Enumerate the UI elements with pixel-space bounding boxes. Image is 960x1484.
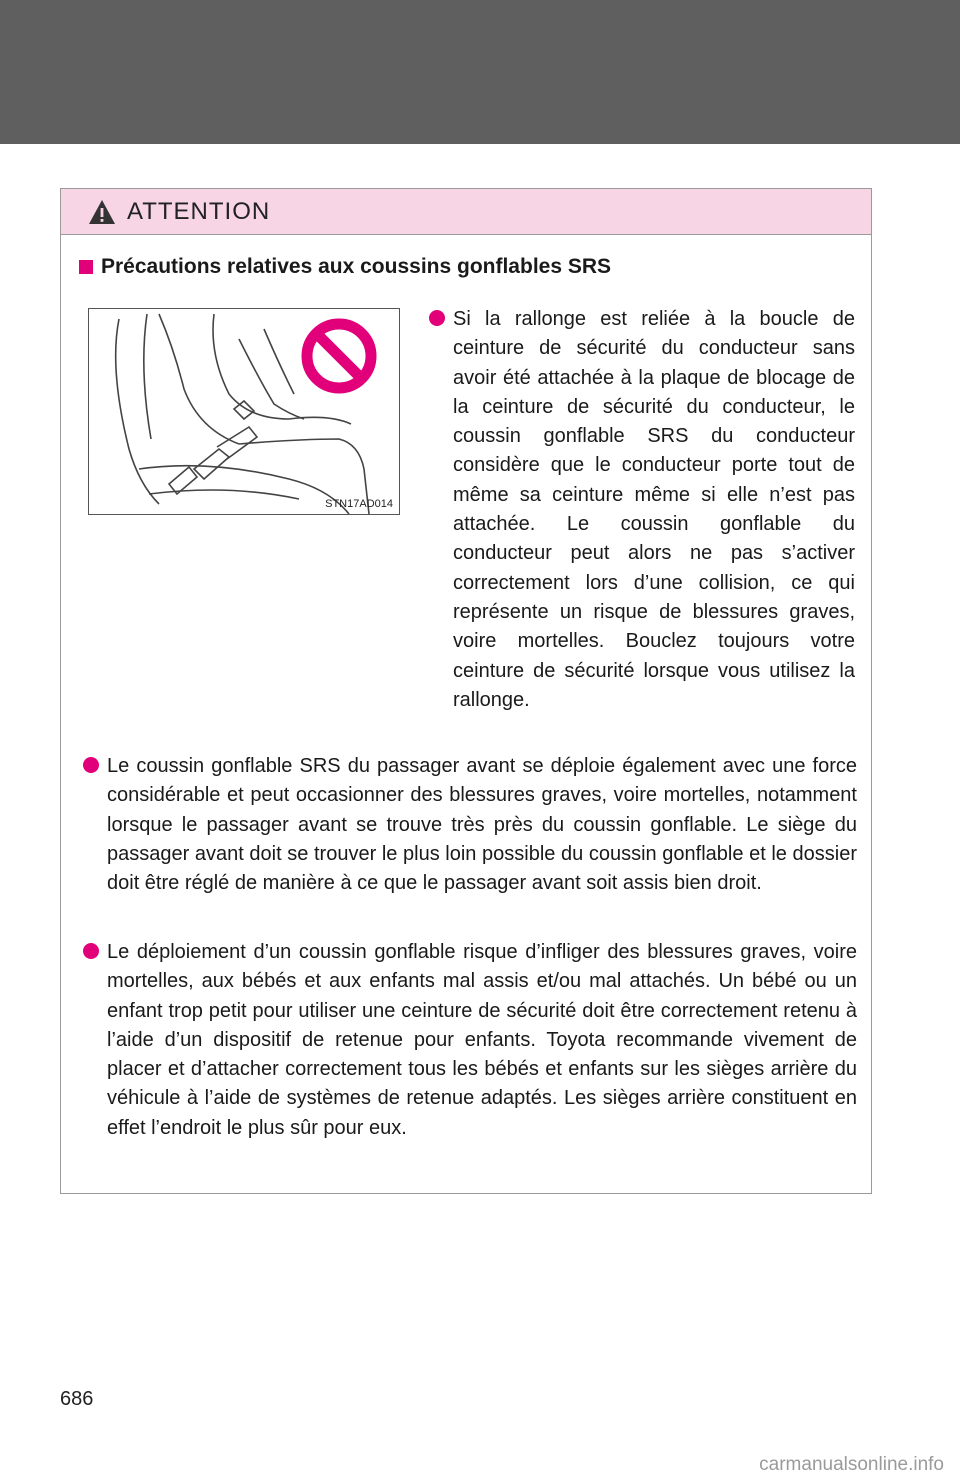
figure-code: STN17AD014 [325, 498, 393, 510]
section-title-text: Précautions relatives aux coussins gonflables SRS [101, 255, 612, 278]
bullet-paragraph-3 [107, 938, 857, 1143]
seatbelt-illustration [88, 308, 400, 515]
warning-triangle-icon [87, 198, 117, 226]
prohibition-icon [307, 324, 371, 388]
round-bullet-icon [83, 757, 99, 773]
bullet-text-2: Le coussin gonflable SRS du passager avant se déploie également avec une force considérable et peut occasionner des blessures graves, voire mortelles, notamment lorsque le passager avant se trouve très près du coussin gonflable. Le siège du passager avant doit se trouver le plus loin possible du coussin gonflable et le dossier doit être réglé de manière à ce que le passager avant soit assis bien droit. [107, 755, 857, 895]
bullet-text-1: Si la rallonge est reliée à la boucle de ceinture de sécurité du conducteur sans avoir été attachée à la plaque de blocage de la ceinture de sécurité du conducteur, le coussin gonflable SRS du conducteur considère que le conducteur porte tout de même sa ceinture même si elle n’est pas attachée. Le coussin gonflable du conducteur peut alors ne pas s’activer correctement lors d’une collision, ce qui représente un risque de blessures graves, voire mortelles. Bouclez toujours votre ceinture de sécurité lorsque vous utilisez la rallonge. [453, 308, 855, 711]
bullet-paragraph-1 [453, 305, 855, 715]
watermark: carmanualsonline.info [759, 1454, 944, 1475]
bullet-text-3: Le déploiement d’un coussin gonflable risque d’infliger des blessures graves, voire mortelles, aux bébés et aux enfants mal assis et/ou mal attachés. Un bébé ou un enfant trop petit pour utiliser une ceinture de sécurité doit être correctement retenu à l’aide d’un dispositif de retenue pour enfants. Toyota recommande vivement de placer et d’attacher correctement tous les bébés et enfants sur les sièges arrière du véhicule à l’aide de systèmes de retenue adaptés. Les sièges arrière constituent en effet l’endroit le plus sûr pour eux. [107, 941, 857, 1139]
attention-header [61, 189, 871, 235]
attention-title: ATTENTION [127, 197, 271, 225]
top-header-band [0, 0, 960, 144]
seatbelt-drawing [89, 309, 399, 514]
bullet-paragraph-2 [107, 752, 857, 898]
round-bullet-icon [83, 943, 99, 959]
round-bullet-icon [429, 310, 445, 326]
attention-box [60, 188, 872, 1194]
square-bullet-icon [79, 260, 93, 274]
section-title [79, 255, 611, 279]
page-number: 686 [60, 1388, 94, 1410]
